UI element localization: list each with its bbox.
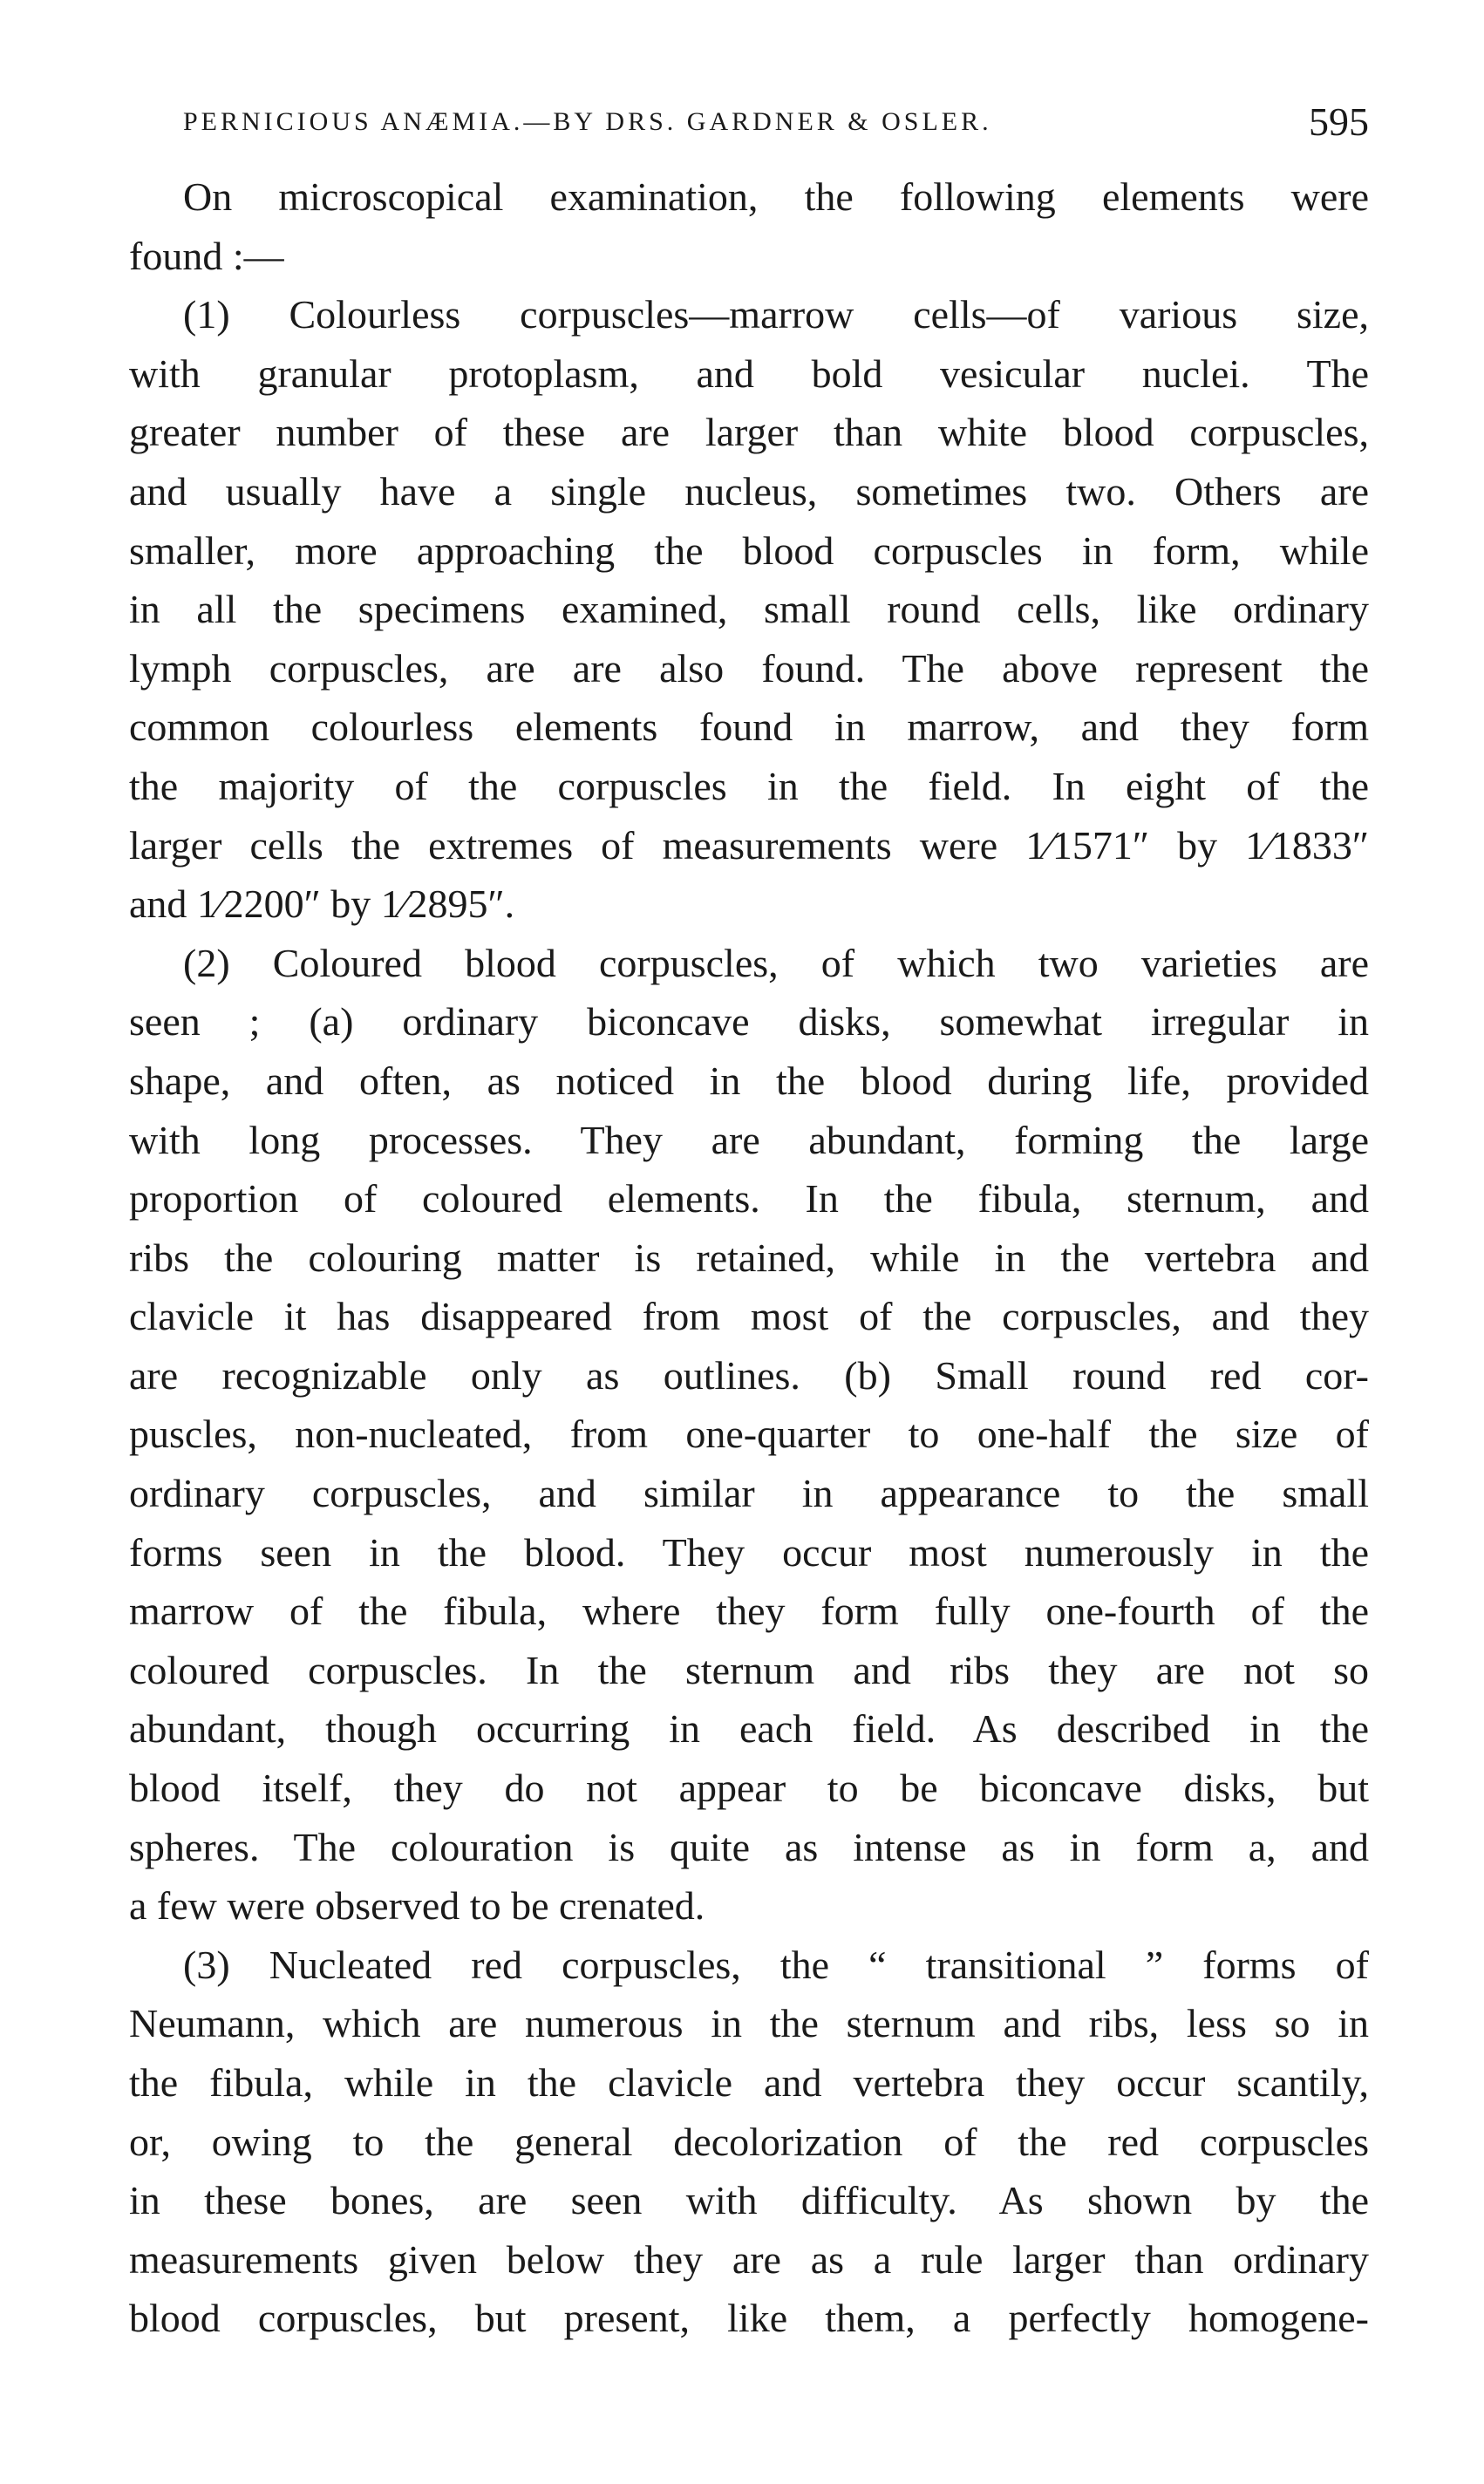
- text-line: blood corpuscles, but present, like them, a perfectly homogene-: [129, 2296, 1369, 2341]
- text-line: seen ; (a) ordinary biconcave disks, somewhat irregular in: [129, 999, 1369, 1045]
- text-line: common colourless elements found in marrow, and they form: [129, 704, 1369, 750]
- text-line: measurements given below they are as a rule larger than ordinary: [129, 2236, 1369, 2282]
- text-line: the fibula, while in the clavicle and vertebra they occur scantily,: [129, 2060, 1369, 2105]
- text-line: greater number of these are larger than white blood corpuscles,: [129, 410, 1369, 455]
- text-line: puscles, non-nucleated, from one-quarter to one-half the size of: [129, 1412, 1369, 1457]
- text-line: proportion of coloured elements. In the fibula, sternum, and: [129, 1176, 1369, 1222]
- text-line: spheres. The colouration is quite as intense as in form a, and: [129, 1824, 1369, 1869]
- text-line: found :—: [129, 233, 284, 278]
- text-line: with granular protoplasm, and bold vesicular nuclei. The: [129, 350, 1369, 396]
- body-text: [129, 167, 1369, 2348]
- text-line: are recognizable only as outlines. (b) Small round red cor-: [129, 1352, 1369, 1398]
- text-line: coloured corpuscles. In the sternum and ribs they are not so: [129, 1647, 1369, 1692]
- text-line: smaller, more approaching the blood corpuscles in form, while: [129, 527, 1369, 573]
- text-line: forms seen in the blood. They occur most numerously in the: [129, 1529, 1369, 1575]
- text-line: a few were observed to be crenated.: [129, 1883, 705, 1929]
- page-number: 595: [1309, 99, 1369, 144]
- text-line: (2) Coloured blood corpuscles, of which two varieties are: [183, 940, 1369, 985]
- text-line: with long processes. They are abundant, forming the large: [129, 1117, 1369, 1162]
- text-line: (1) Colourless corpuscles—marrow cells—of various size,: [183, 292, 1369, 337]
- text-line: abundant, though occurring in each field. As described in the: [129, 1706, 1369, 1752]
- text-line: (3) Nucleated red corpuscles, the “ transitional ” forms of: [183, 1942, 1369, 1987]
- text-line: in all the specimens examined, small round cells, like ordinary: [129, 587, 1369, 632]
- text-line: shape, and often, as noticed in the blood during life, provided: [129, 1058, 1369, 1103]
- text-line: larger cells the extremes of measurements were 1⁄1571″ by 1⁄1833″: [129, 822, 1369, 868]
- text-line: On microscopical examination, the following elements were: [183, 174, 1369, 219]
- text-line: marrow of the fibula, where they form fully one-fourth of the: [129, 1589, 1369, 1634]
- text-line: Neumann, which are numerous in the sternum and ribs, less so in: [129, 2001, 1369, 2046]
- running-title: PERNICIOUS ANÆMIA.—BY DRS. GARDNER & OSLER.: [183, 107, 992, 136]
- text-line: ribs the colouring matter is retained, while in the vertebra and: [129, 1235, 1369, 1280]
- text-line: in these bones, are seen with difficulty. As shown by the: [129, 2178, 1369, 2223]
- text-line: the majority of the corpuscles in the field. In eight of the: [129, 763, 1369, 808]
- text-line: clavicle it has disappeared from most of the corpuscles, and they: [129, 1294, 1369, 1339]
- text-line: blood itself, they do not appear to be biconcave disks, but: [129, 1766, 1369, 1811]
- running-head: [183, 96, 1369, 148]
- text-line: ordinary corpuscles, and similar in appearance to the small: [129, 1471, 1369, 1516]
- text-line: and usually have a single nucleus, sometimes two. Others are: [129, 468, 1369, 514]
- text-line: or, owing to the general decolorization of the red corpuscles: [129, 2119, 1369, 2164]
- text-line: lymph corpuscles, are are also found. The above represent the: [129, 645, 1369, 691]
- text-line: and 1⁄2200″ by 1⁄2895″.: [129, 881, 515, 927]
